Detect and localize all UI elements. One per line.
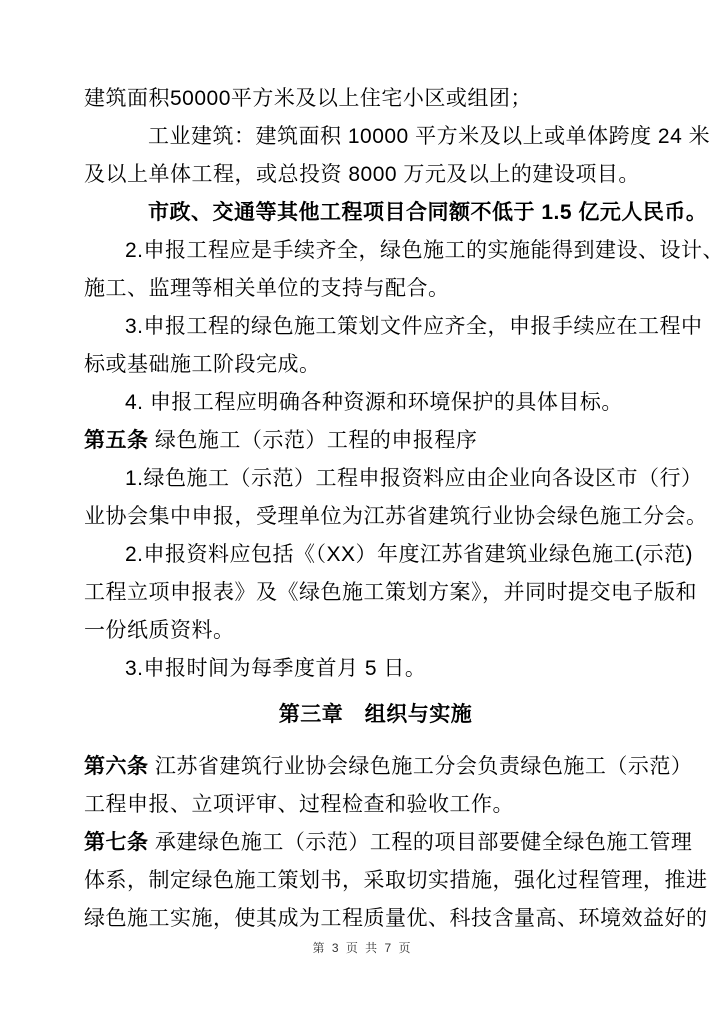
page-footer: 第 3 页 共 7 页 <box>312 941 413 955</box>
text-line: 第七条 承建绿色施工（示范）工程的项目部要健全绿色施工管理 <box>84 831 693 854</box>
text-line: 市政、交通等其他工程项目合同额不低于 1.5 亿元人民币。 <box>148 201 708 224</box>
text-line: 施工、监理等相关单位的支持与配合。 <box>84 277 450 300</box>
article-label: 第五条 <box>84 429 149 452</box>
article-label: 第七条 <box>84 831 149 854</box>
text-line: 第五条 绿色施工（示范）工程的申报程序 <box>84 429 478 452</box>
text-line: 建筑面积50000平方米及以上住宅小区或组团； <box>84 87 532 110</box>
text-line: 业协会集中申报，受理单位为江苏省建筑行业协会绿色施工分会。 <box>84 505 708 528</box>
text-line: 标或基础施工阶段完成。 <box>84 353 321 376</box>
text-line: 工程申报、立项评审、过程检查和验收工作。 <box>84 793 514 816</box>
text-line: 体系，制定绿色施工策划书，采取切实措施，强化过程管理，推进 <box>84 869 708 892</box>
text-line: 工程立项申报表》及《绿色施工策划方案》，并同时提交电子版和 <box>84 581 697 604</box>
text-line: 一份纸质资料。 <box>84 619 235 642</box>
text-line: 2.申报工程应是手续齐全，绿色施工的实施能得到建设、设计、 <box>125 239 725 262</box>
text-line: 3.申报时间为每季度首月 5 日。 <box>125 657 427 680</box>
text-line: 工业建筑：建筑面积 10000 平方米及以上或单体跨度 24 米 <box>148 125 711 148</box>
text-line: 3.申报工程的绿色施工策划文件应齐全，申报手续应在工程中 <box>125 315 703 338</box>
text-line: 及以上单体工程，或总投资 8000 万元及以上的建设项目。 <box>84 163 640 186</box>
text-line: 1.绿色施工（示范）工程申报资料应由企业向各设区市（行） <box>125 467 703 490</box>
text-line: 4. 申报工程应明确各种资源和环境保护的具体目标。 <box>125 391 623 414</box>
chapter-heading: 第三章 组织与实施 <box>278 703 473 726</box>
text-line: 绿色施工实施，使其成为工程质量优、科技含量高、环境效益好的 <box>84 907 708 930</box>
text-line: 第六条 江苏省建筑行业协会绿色施工分会负责绿色施工（示范） <box>84 755 693 778</box>
document-body <box>84 80 725 938</box>
article-label: 第六条 <box>84 755 149 778</box>
text-line: 2.申报资料应包括《（XX）年度江苏省建筑业绿色施工(示范) <box>125 543 694 566</box>
